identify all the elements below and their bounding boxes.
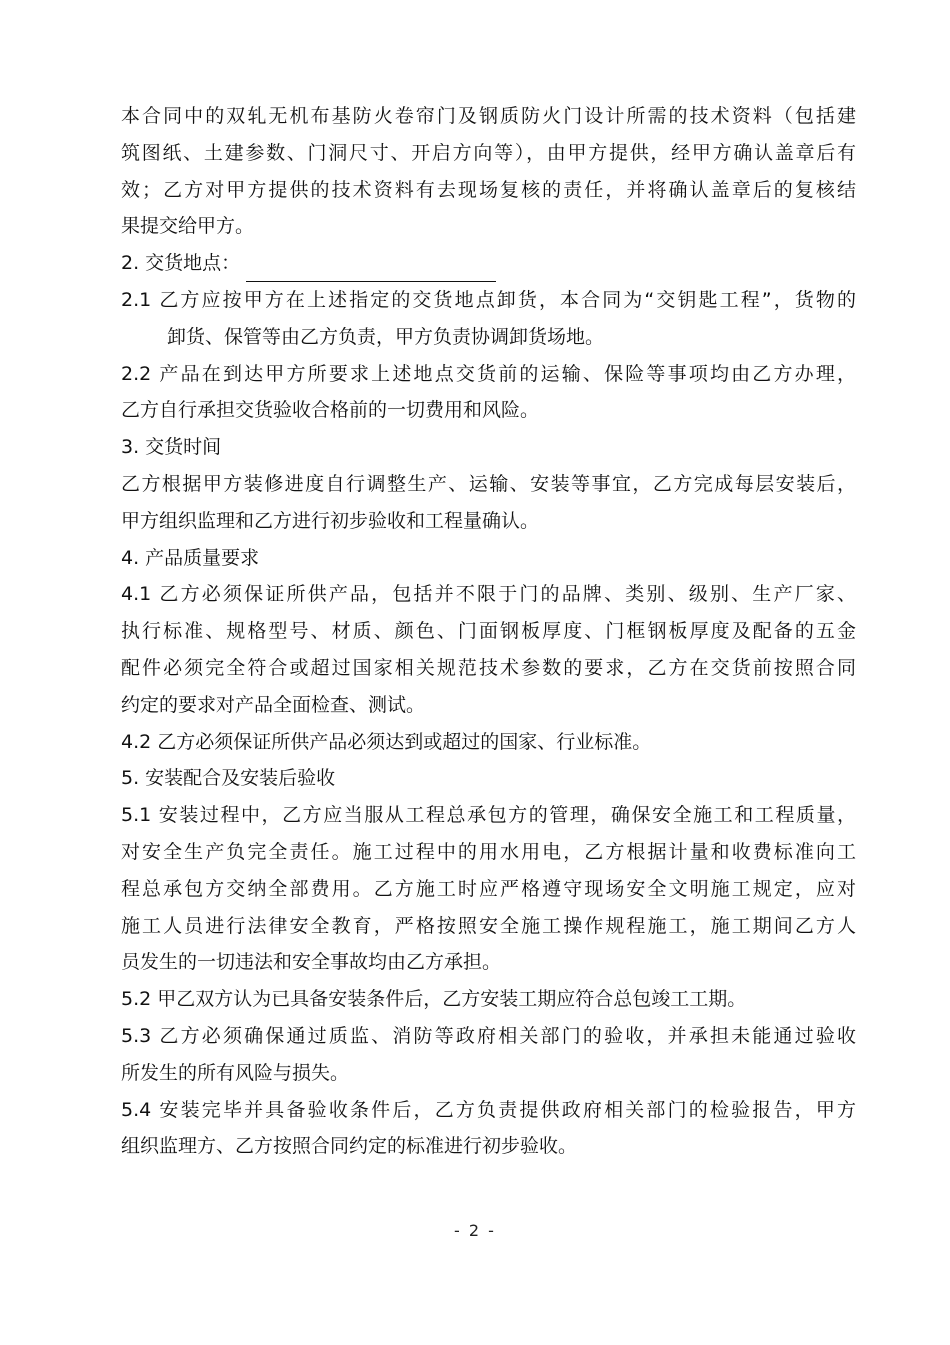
- text-line: 员发生的一切违法和安全事故均由乙方承担。: [121, 951, 502, 974]
- heading-text: 2. 交货地点：: [121, 252, 241, 275]
- paragraph-technical-data: [121, 98, 856, 245]
- document-body: [121, 98, 856, 1165]
- page-number: - 2 -: [454, 1221, 496, 1240]
- text-line: 卸货、保管等由乙方负责，甲方负责协调卸货场地。: [167, 325, 605, 348]
- text-line: 5.4 安装完毕并具备验收条件后，乙方负责提供政府相关部门的检验报告，甲方: [121, 1098, 856, 1121]
- clause-5-1: [121, 797, 856, 981]
- text-line: 所发生的所有风险与损失。: [121, 1061, 350, 1084]
- text-line: 甲方组织监理和乙方进行初步验收和工程量确认。: [121, 509, 540, 532]
- text-line: 约定的要求对产品全面检查、测试。: [121, 693, 426, 716]
- text-line: 2.1 乙方应按甲方在上述指定的交货地点卸货，本合同为“交钥匙工程”，货物的: [121, 288, 856, 311]
- text-line: 乙方自行承担交货验收合格前的一切费用和风险。: [121, 399, 540, 422]
- clause-4-1: [121, 576, 856, 723]
- text-line: 5.1 安装过程中，乙方应当服从工程总承包方的管理，确保安全施工和工程质量，: [121, 804, 856, 827]
- text-line: 程总承包方交纳全部费用。乙方施工时应严格遵守现场安全文明施工规定，应对: [121, 877, 856, 900]
- delivery-location-blank: [246, 257, 496, 282]
- heading-delivery-time: 3. 交货时间: [121, 436, 222, 459]
- text-line: 施工人员进行法律安全教育，严格按照安全施工操作规程施工，施工期间乙方人: [121, 914, 856, 937]
- clause-5-2: 5.2 甲乙双方认为已具备安装条件后，乙方安装工期应符合总包竣工工期。: [121, 988, 747, 1011]
- text-line: 4.1 乙方必须保证所供产品，包括并不限于门的品牌、类别、级别、生产厂家、: [121, 583, 856, 606]
- text-line: 果提交给甲方。: [121, 215, 255, 238]
- text-line: 2.2 产品在到达甲方所要求上述地点交货前的运输、保险等事项均由乙方办理，: [121, 362, 856, 385]
- text-line: 执行标准、规格型号、材质、颜色、门面钢板厚度、门框钢板厚度及配备的五金: [121, 620, 856, 643]
- clause-2-2: [121, 356, 856, 430]
- paragraph-delivery-time: [121, 466, 856, 540]
- heading-delivery-location: [121, 245, 856, 282]
- text-line: 本合同中的双轧无机布基防火卷帘门及钢质防火门设计所需的技术资料（包括建: [121, 105, 856, 127]
- clause-2-1: [121, 282, 856, 356]
- text-line: 对安全生产负完全责任。施工过程中的用水用电，乙方根据计量和收费标准向工: [121, 840, 856, 863]
- clause-5-4: [121, 1092, 856, 1166]
- text-line: 乙方根据甲方装修进度自行调整生产、运输、安装等事宜，乙方完成每层安装后，: [121, 472, 856, 495]
- text-line: 5.3 乙方必须确保通过质监、消防等政府相关部门的验收，并承担未能通过验收: [121, 1024, 856, 1047]
- clause-5-3: [121, 1018, 856, 1092]
- text-line: 组织监理方、乙方按照合同约定的标准进行初步验收。: [121, 1135, 578, 1158]
- clause-4-2: 4.2 乙方必须保证所供产品必须达到或超过的国家、行业标准。: [121, 730, 652, 753]
- text-line: 筑图纸、土建参数、门洞尺寸、开启方向等），由甲方提供，经甲方确认盖章后有: [121, 141, 856, 164]
- heading-installation-acceptance: 5. 安装配合及安装后验收: [121, 767, 336, 790]
- heading-quality-requirements: 4. 产品质量要求: [121, 546, 260, 569]
- text-line: 配件必须完全符合或超过国家相关规范技术参数的要求，乙方在交货前按照合同: [121, 656, 856, 679]
- text-line: 效；乙方对甲方提供的技术资料有去现场复核的责任，并将确认盖章后的复核结: [121, 178, 856, 201]
